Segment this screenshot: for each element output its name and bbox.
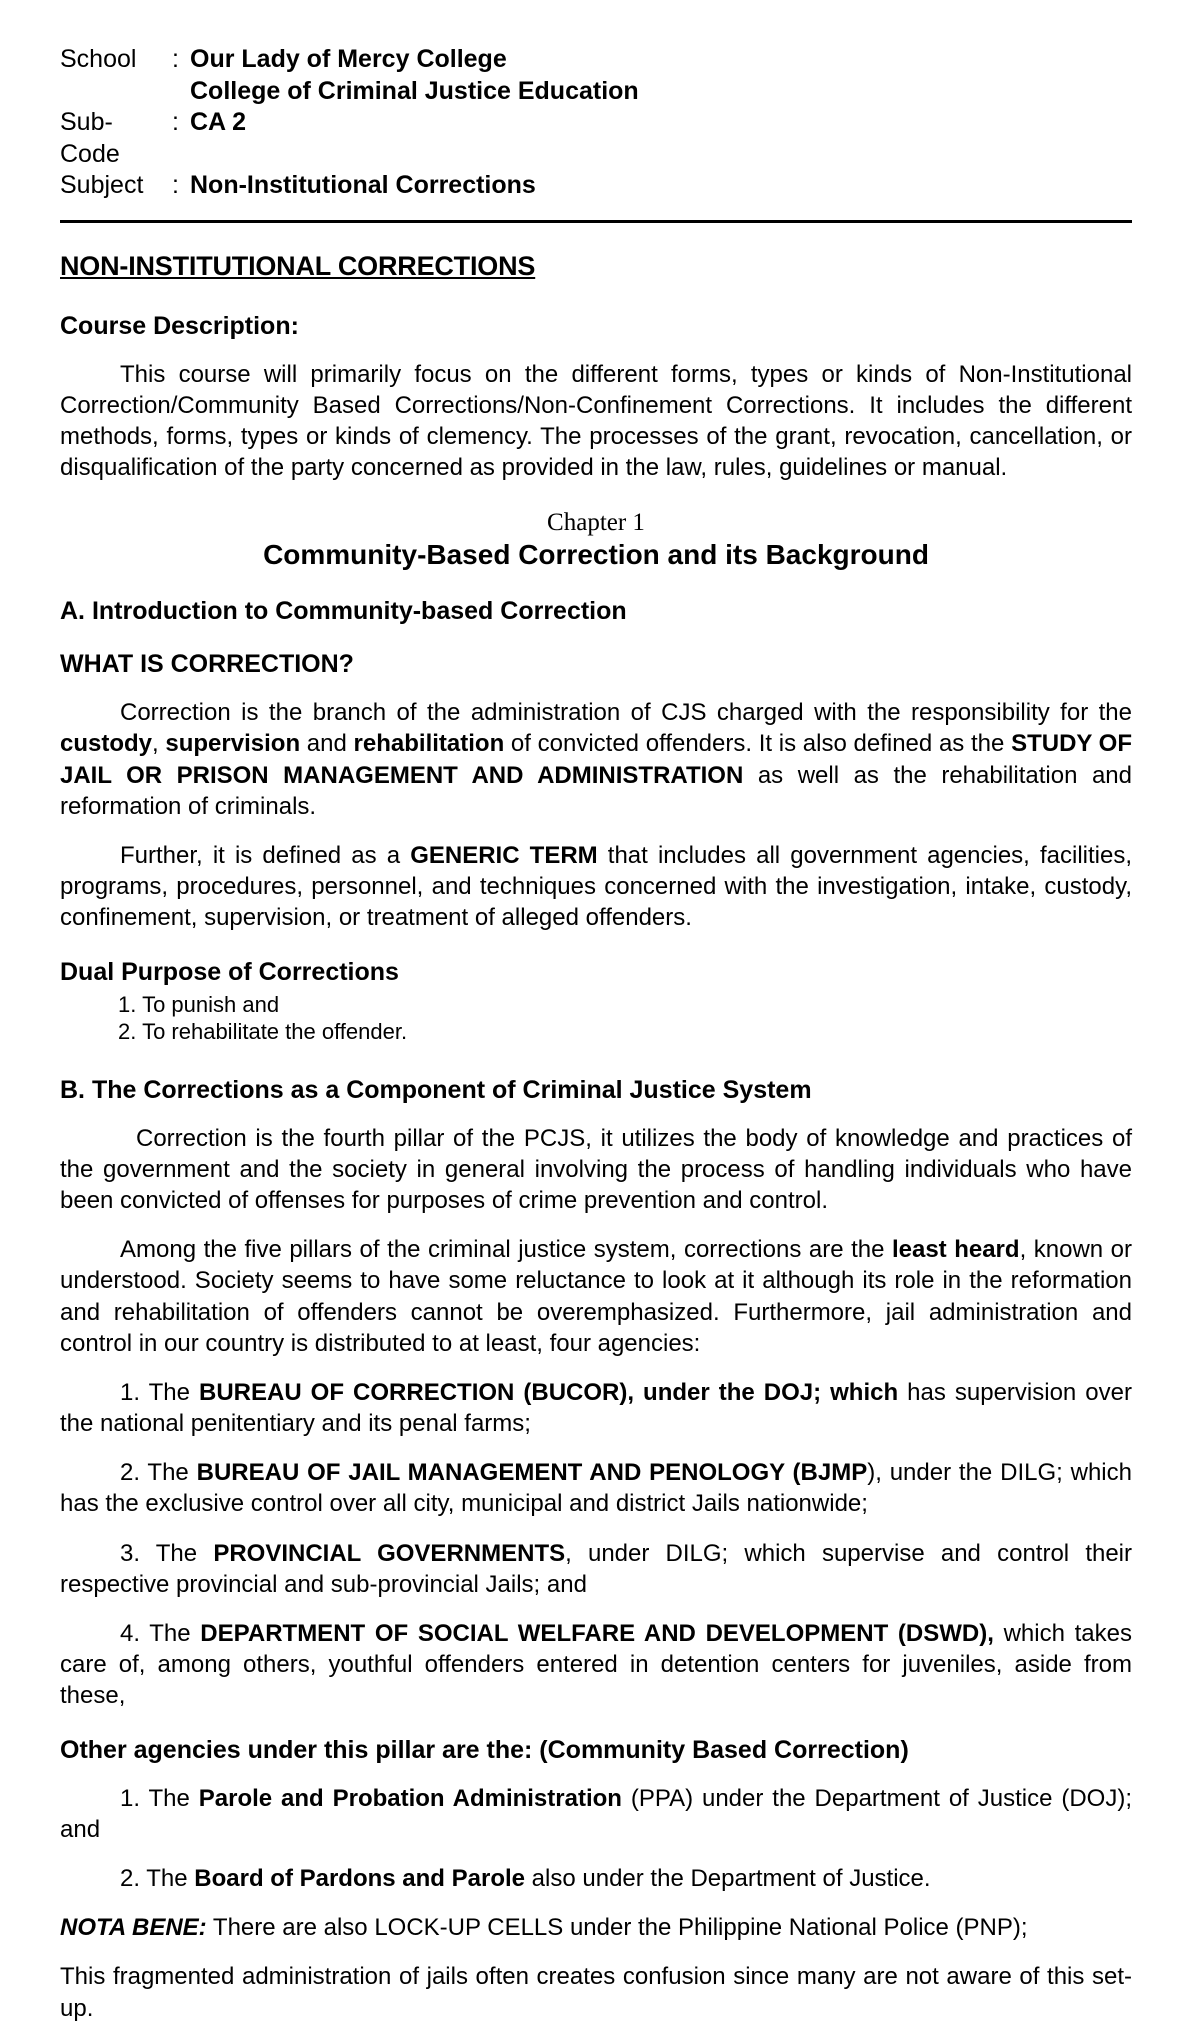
list-item: 2. To rehabilitate the offender.	[118, 1019, 408, 1045]
meta-value-subject: Non-Institutional Corrections	[190, 171, 536, 199]
text-run: Among the five pillars of the criminal justice system, corrections are the	[120, 1236, 892, 1264]
nota-bene-paragraph	[60, 1912, 1132, 1943]
text-run: 2. The	[120, 1864, 195, 1892]
meta-value-school: Our Lady of Mercy College	[190, 45, 507, 73]
bold-run-provincial-governments: PROVINCIAL GOVERNMENTS	[213, 1539, 566, 1567]
text-run: of convicted offenders. It is also defined as the	[504, 730, 1012, 758]
meta-row-subcode	[60, 107, 1132, 170]
course-description-heading: Course Description:	[60, 311, 299, 340]
text-run: 1. The	[120, 1784, 199, 1812]
closing-paragraph: This fragmented administration of jails often creates confusion since many are not aware of this set-up.	[60, 1963, 1132, 2022]
bold-run-least-heard: least heard	[891, 1236, 1020, 1264]
meta-label-subcode: Sub-Code	[60, 108, 120, 168]
bold-run-parole-probation-administration: Parole and Probation Administration	[198, 1784, 622, 1812]
text-run: has supervision over the national penitentiary and its penal farms;	[60, 1378, 1132, 1438]
text-run: 1. The	[120, 1378, 199, 1406]
generic-term-paragraph	[60, 840, 1132, 934]
text-run: Correction is the branch of the administration of CJS charged with the responsibility for the	[120, 699, 1132, 727]
text-run: ,	[152, 730, 166, 758]
chapter-label: Chapter 1	[547, 509, 645, 537]
meta-row-school	[60, 44, 1132, 76]
agency-item-provincial-governments	[60, 1538, 1132, 1600]
bold-run-bjmp: BUREAU OF JAIL MANAGEMENT AND PENOLOGY (BJMP	[196, 1459, 868, 1487]
what-is-correction-heading: WHAT IS CORRECTION?	[60, 650, 354, 679]
header-divider	[60, 220, 1132, 223]
other-agencies-heading: Other agencies under this pillar are the: (Community Based Correction)	[60, 1735, 909, 1764]
section-b-heading: B. The Corrections as a Component of Criminal Justice System	[60, 1075, 812, 1104]
document-header-meta	[60, 44, 1132, 202]
bold-run-study-of-jail: STUDY OF JAIL OR PRISON MANAGEMENT AND ADMINISTRATION	[60, 730, 1132, 789]
five-pillars-paragraph	[60, 1234, 1132, 1359]
text-run: 3. The	[120, 1539, 214, 1567]
agency-item-bjmp	[60, 1457, 1132, 1519]
bold-run-rehabilitation: rehabilitation	[353, 730, 505, 758]
other-agency-item-bpp	[60, 1863, 1132, 1894]
meta-colon-subject: :	[172, 171, 179, 199]
dual-purpose-list	[60, 991, 1132, 1046]
meta-colon-school: :	[172, 45, 179, 73]
meta-label-subject: Subject	[60, 171, 144, 199]
meta-value-college: College of Criminal Justice Education	[190, 76, 639, 105]
chapter-title: Community-Based Correction and its Background	[263, 539, 929, 571]
bold-run-custody: custody	[60, 730, 153, 758]
text-run: that includes all government agencies, facilities, programs, procedures, personnel, and techniques concerned with the investigation, intake, custody, confinement, supervision, or treatment of alleged offenders.	[60, 842, 1132, 932]
bold-run-dswd: DEPARTMENT OF SOCIAL WELFARE AND DEVELOPMENT (DSWD),	[200, 1620, 994, 1647]
course-description-paragraph: This course will primarily focus on the different forms, types or kinds of Non-Institutional Correction/Community Based Corrections/Non-Confinement Corrections. It includes the different methods, forms, types or kinds of clemency. The processes of the grant, revocation, cancellation, or disqualification of the party concerned as provided in the law, rules, guidelines or manual.	[60, 360, 1132, 482]
text-run: and	[300, 730, 354, 758]
nota-bene-label: NOTA BENE:	[60, 1914, 207, 1942]
fourth-pillar-paragraph: Correction is the fourth pillar of the PCJS, it utilizes the body of knowledge and practices of the government and the society in general involving the process of handling individuals who have been convicted of offenses for purposes of crime prevention and control.	[60, 1124, 1132, 1214]
text-run: , known or understood. Society seems to have some reluctance to look at it although its role in the reformation and rehabilitation of offenders cannot be overemphasized. Furthermore, jail administration and control in our country is distributed to at least, four agencies:	[60, 1236, 1133, 1357]
text-run: as well as the rehabilitation and reformation of criminals.	[60, 761, 1132, 820]
meta-colon-subcode: :	[172, 108, 179, 136]
correction-definition-paragraph	[60, 697, 1132, 822]
list-item: 1. To punish and	[118, 991, 280, 1017]
meta-label-school: School	[60, 45, 137, 73]
text-run: , under DILG; which supervise and control their respective provincial and sub-provincial Jails; and	[60, 1539, 1133, 1598]
text-run: ), under the DILG; which has the exclusive control over all city, municipal and district Jails nationwide;	[60, 1459, 1132, 1518]
text-run: There are also LOCK-UP CELLS under the Philippine National Police (PNP);	[206, 1914, 1028, 1942]
text-run: 2. The	[120, 1459, 197, 1487]
agency-item-bucor	[60, 1377, 1132, 1439]
agency-item-dswd	[60, 1618, 1132, 1712]
bold-run-board-of-pardons-and-parole: Board of Pardons and Parole	[194, 1864, 526, 1892]
section-a-heading: A. Introduction to Community-based Correction	[60, 597, 627, 626]
bold-run-bucor: BUREAU OF CORRECTION (BUCOR), under the DOJ; which	[198, 1378, 899, 1406]
dual-purpose-heading: Dual Purpose of Corrections	[60, 957, 399, 986]
other-agency-item-ppa	[60, 1783, 1132, 1845]
text-run: (PPA) under the Department of Justice (DOJ); and	[60, 1784, 1133, 1843]
text-run: 4. The	[120, 1620, 201, 1647]
text-run: also under the Department of Justice.	[525, 1864, 931, 1892]
bold-run-generic-term: GENERIC TERM	[410, 842, 598, 869]
text-run: Further, it is defined as a	[120, 842, 411, 869]
bold-run-supervision: supervision	[165, 730, 301, 758]
page-title: NON-INSTITUTIONAL CORRECTIONS	[60, 250, 536, 281]
text-run: which takes care of, among others, youthful offenders entered in detention centers for juveniles, aside from these,	[60, 1620, 1133, 1710]
meta-value-subcode: CA 2	[190, 108, 247, 136]
meta-row-subject	[60, 170, 1132, 202]
